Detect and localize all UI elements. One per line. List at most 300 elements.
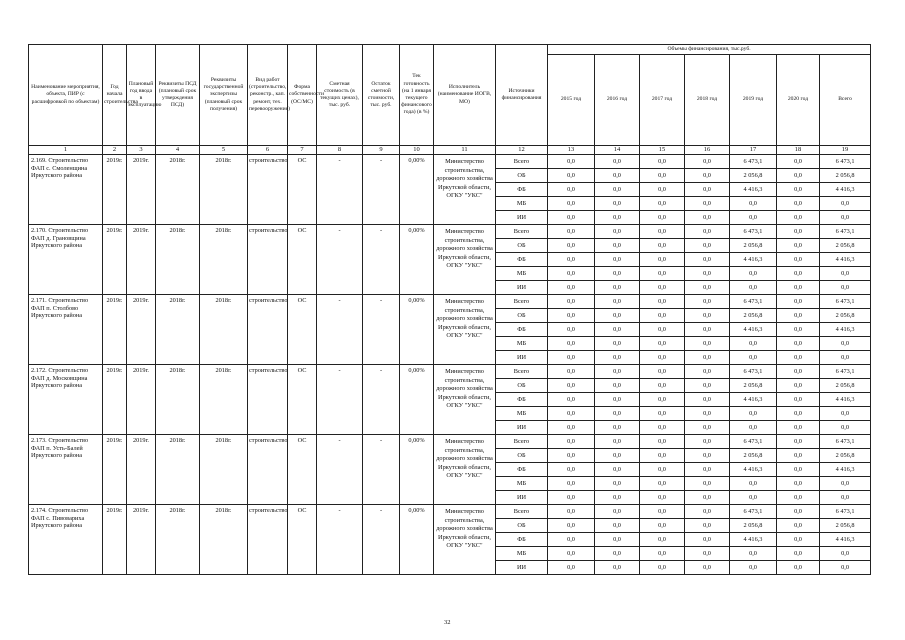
funding-value: 0,0 bbox=[685, 267, 730, 281]
funding-value: 0,0 bbox=[685, 547, 730, 561]
funding-value: 6 473,1 bbox=[730, 435, 777, 449]
funding-value: 4 416,3 bbox=[730, 393, 777, 407]
funding-value: 0,0 bbox=[685, 365, 730, 379]
header-year-2020: 2020 год bbox=[777, 55, 820, 146]
funding-value: 0,0 bbox=[595, 533, 640, 547]
funding-value: 0,0 bbox=[777, 533, 820, 547]
funding-value: 0,0 bbox=[777, 407, 820, 421]
estimated-cost: - bbox=[317, 505, 363, 575]
funding-value: 0,0 bbox=[685, 323, 730, 337]
funding-value: 0,0 bbox=[640, 295, 685, 309]
funding-value: 2 056,8 bbox=[730, 239, 777, 253]
funding-value: 0,0 bbox=[685, 225, 730, 239]
funding-source: Всего bbox=[496, 155, 548, 169]
estimated-cost: - bbox=[317, 225, 363, 295]
funding-value: 0,0 bbox=[595, 183, 640, 197]
funding-source: МБ bbox=[496, 267, 548, 281]
funding-value: 2 056,8 bbox=[730, 449, 777, 463]
funding-value: 0,0 bbox=[640, 407, 685, 421]
funding-value: 0,0 bbox=[640, 379, 685, 393]
funding-value: 0,0 bbox=[640, 463, 685, 477]
funding-value: 0,0 bbox=[685, 491, 730, 505]
project-group bbox=[29, 505, 871, 575]
column-number: 8 bbox=[317, 146, 363, 155]
project-group bbox=[29, 365, 871, 435]
funding-value: 0,0 bbox=[595, 435, 640, 449]
funding-value: 0,0 bbox=[595, 169, 640, 183]
column-number: 4 bbox=[156, 146, 200, 155]
funding-source: ОБ bbox=[496, 239, 548, 253]
funding-value: 0,0 bbox=[777, 561, 820, 575]
psd-date: 2018г. bbox=[156, 295, 200, 365]
readiness-percent: 0,00% bbox=[400, 295, 434, 365]
funding-value: 0,0 bbox=[777, 365, 820, 379]
funding-value: 0,0 bbox=[777, 253, 820, 267]
funding-value: 0,0 bbox=[730, 547, 777, 561]
funding-value: 0,0 bbox=[640, 253, 685, 267]
funding-value: 0,0 bbox=[640, 561, 685, 575]
funding-value: 0,0 bbox=[777, 449, 820, 463]
readiness-percent: 0,00% bbox=[400, 435, 434, 505]
expertise-date: 2018г. bbox=[200, 155, 248, 225]
header-remaining-cost: Остаток сметной стоимости, тыс. руб. bbox=[363, 45, 400, 146]
funding-value: 0,0 bbox=[820, 547, 871, 561]
column-number: 11 bbox=[434, 146, 496, 155]
funding-value: 0,0 bbox=[730, 407, 777, 421]
funding-value: 0,0 bbox=[685, 309, 730, 323]
funding-value: 0,0 bbox=[685, 197, 730, 211]
expertise-date: 2018г. bbox=[200, 295, 248, 365]
commission-year: 2019г. bbox=[127, 505, 156, 575]
column-number: 10 bbox=[400, 146, 434, 155]
funding-value: 6 473,1 bbox=[820, 365, 871, 379]
funding-value: 6 473,1 bbox=[730, 505, 777, 519]
funding-value: 2 056,8 bbox=[730, 519, 777, 533]
funding-value: 0,0 bbox=[548, 351, 595, 365]
column-number: 6 bbox=[248, 146, 288, 155]
header-total: Всего bbox=[820, 55, 871, 146]
ownership-form: ОС bbox=[288, 155, 317, 225]
funding-value: 0,0 bbox=[595, 225, 640, 239]
header-readiness: Тек готовность (на 1 января текущего финансового года) (в %) bbox=[400, 45, 434, 146]
column-number: 12 bbox=[496, 146, 548, 155]
funding-value: 0,0 bbox=[640, 449, 685, 463]
column-number: 7 bbox=[288, 146, 317, 155]
readiness-percent: 0,00% bbox=[400, 155, 434, 225]
executor: Министерство строительства, дорожного хозяйства Иркутской области, ОГКУ "УКС" bbox=[434, 155, 496, 225]
start-year: 2019г. bbox=[103, 295, 127, 365]
remaining-cost: - bbox=[363, 225, 400, 295]
funding-source: ИИ bbox=[496, 351, 548, 365]
column-number: 18 bbox=[777, 146, 820, 155]
column-number: 16 bbox=[685, 146, 730, 155]
header-year-2017: 2017 год bbox=[640, 55, 685, 146]
funding-value: 0,0 bbox=[777, 379, 820, 393]
header-year-2015: 2015 год bbox=[548, 55, 595, 146]
header-year-2019: 2019 год bbox=[730, 55, 777, 146]
funding-value: 0,0 bbox=[548, 407, 595, 421]
estimated-cost: - bbox=[317, 155, 363, 225]
funding-source: ФБ bbox=[496, 533, 548, 547]
funding-value: 0,0 bbox=[777, 281, 820, 295]
header-ownership: Форма собственности (ОС/МС) bbox=[288, 45, 317, 146]
funding-value: 0,0 bbox=[685, 351, 730, 365]
funding-value: 0,0 bbox=[548, 337, 595, 351]
funding-value: 0,0 bbox=[595, 197, 640, 211]
funding-value: 0,0 bbox=[548, 491, 595, 505]
funding-value: 0,0 bbox=[820, 267, 871, 281]
funding-value: 0,0 bbox=[548, 309, 595, 323]
funding-value: 0,0 bbox=[777, 393, 820, 407]
funding-value: 0,0 bbox=[640, 267, 685, 281]
funding-source: ОБ bbox=[496, 449, 548, 463]
remaining-cost: - bbox=[363, 295, 400, 365]
start-year: 2019г. bbox=[103, 505, 127, 575]
funding-value: 0,0 bbox=[777, 351, 820, 365]
psd-date: 2018г. bbox=[156, 435, 200, 505]
funding-value: 0,0 bbox=[640, 351, 685, 365]
funding-value: 0,0 bbox=[595, 281, 640, 295]
funding-source: МБ bbox=[496, 547, 548, 561]
funding-source: ИИ bbox=[496, 491, 548, 505]
funding-value: 6 473,1 bbox=[820, 505, 871, 519]
funding-value: 0,0 bbox=[640, 239, 685, 253]
funding-value: 6 473,1 bbox=[730, 155, 777, 169]
funding-value: 0,0 bbox=[820, 421, 871, 435]
table-row bbox=[29, 225, 871, 239]
funding-value: 0,0 bbox=[640, 183, 685, 197]
table-header bbox=[29, 45, 871, 155]
funding-value: 0,0 bbox=[685, 561, 730, 575]
table-row bbox=[29, 435, 871, 449]
funding-value: 0,0 bbox=[777, 547, 820, 561]
ownership-form: ОС bbox=[288, 225, 317, 295]
funding-value: 0,0 bbox=[548, 519, 595, 533]
funding-source: МБ bbox=[496, 197, 548, 211]
funding-source: МБ bbox=[496, 477, 548, 491]
remaining-cost: - bbox=[363, 435, 400, 505]
funding-value: 4 416,3 bbox=[820, 253, 871, 267]
funding-value: 0,0 bbox=[640, 337, 685, 351]
ownership-form: ОС bbox=[288, 365, 317, 435]
funding-value: 4 416,3 bbox=[730, 323, 777, 337]
funding-value: 0,0 bbox=[777, 211, 820, 225]
funding-value: 0,0 bbox=[548, 323, 595, 337]
column-number: 9 bbox=[363, 146, 400, 155]
project-name: 2.173. Строительство ФАП п. Усть-Балей Иркутского района bbox=[29, 435, 103, 505]
funding-value: 6 473,1 bbox=[820, 155, 871, 169]
funding-source: ОБ bbox=[496, 519, 548, 533]
funding-value: 4 416,3 bbox=[730, 533, 777, 547]
funding-value: 0,0 bbox=[640, 519, 685, 533]
funding-value: 0,0 bbox=[777, 183, 820, 197]
funding-value: 0,0 bbox=[640, 547, 685, 561]
funding-value: 0,0 bbox=[548, 197, 595, 211]
funding-value: 0,0 bbox=[548, 421, 595, 435]
header-estimated-cost: Сметная стоимость (в текущих ценах), тыс. руб. bbox=[317, 45, 363, 146]
funding-source: ОБ bbox=[496, 379, 548, 393]
funding-value: 0,0 bbox=[640, 309, 685, 323]
funding-value: 0,0 bbox=[640, 211, 685, 225]
funding-value: 0,0 bbox=[640, 477, 685, 491]
funding-value: 0,0 bbox=[595, 407, 640, 421]
header-name: Наименование мероприятия, объекта, ПИР (с расшифровкой по объектам) bbox=[29, 45, 103, 146]
funding-value: 2 056,8 bbox=[820, 309, 871, 323]
readiness-percent: 0,00% bbox=[400, 225, 434, 295]
funding-value: 0,0 bbox=[685, 519, 730, 533]
funding-value: 0,0 bbox=[685, 533, 730, 547]
funding-value: 0,0 bbox=[595, 267, 640, 281]
funding-value: 0,0 bbox=[595, 365, 640, 379]
header-start-year: Год начала строительства bbox=[103, 45, 127, 146]
funding-value: 0,0 bbox=[685, 239, 730, 253]
funding-value: 0,0 bbox=[820, 211, 871, 225]
funding-value: 0,0 bbox=[595, 155, 640, 169]
funding-value: 0,0 bbox=[777, 463, 820, 477]
funding-value: 0,0 bbox=[595, 449, 640, 463]
funding-value: 0,0 bbox=[730, 281, 777, 295]
work-type: строительство bbox=[248, 155, 288, 225]
funding-value: 0,0 bbox=[730, 421, 777, 435]
ownership-form: ОС bbox=[288, 435, 317, 505]
funding-value: 0,0 bbox=[548, 253, 595, 267]
funding-value: 4 416,3 bbox=[820, 323, 871, 337]
table-row bbox=[29, 505, 871, 519]
column-number: 1 bbox=[29, 146, 103, 155]
funding-value: 0,0 bbox=[548, 533, 595, 547]
start-year: 2019г. bbox=[103, 155, 127, 225]
funding-value: 0,0 bbox=[685, 379, 730, 393]
funding-value: 2 056,8 bbox=[730, 309, 777, 323]
funding-value: 0,0 bbox=[730, 267, 777, 281]
funding-source: Всего bbox=[496, 505, 548, 519]
funding-value: 6 473,1 bbox=[730, 365, 777, 379]
funding-value: 0,0 bbox=[777, 337, 820, 351]
funding-value: 0,0 bbox=[685, 421, 730, 435]
funding-value: 0,0 bbox=[595, 379, 640, 393]
column-number: 3 bbox=[127, 146, 156, 155]
funding-source: ИИ bbox=[496, 421, 548, 435]
funding-value: 0,0 bbox=[595, 309, 640, 323]
table-row bbox=[29, 295, 871, 309]
funding-value: 0,0 bbox=[685, 477, 730, 491]
header-commission-year: Плановый год ввода в эксплуатацию bbox=[127, 45, 156, 146]
funding-value: 0,0 bbox=[595, 547, 640, 561]
funding-value: 4 416,3 bbox=[730, 463, 777, 477]
project-name: 2.172. Строительство ФАП д. Московщина Иркутского района bbox=[29, 365, 103, 435]
funding-value: 6 473,1 bbox=[730, 225, 777, 239]
funding-value: 0,0 bbox=[548, 449, 595, 463]
start-year: 2019г. bbox=[103, 225, 127, 295]
funding-value: 4 416,3 bbox=[820, 533, 871, 547]
funding-value: 0,0 bbox=[820, 561, 871, 575]
funding-value: 0,0 bbox=[595, 393, 640, 407]
funding-value: 0,0 bbox=[548, 435, 595, 449]
funding-source: Всего bbox=[496, 225, 548, 239]
commission-year: 2019г. bbox=[127, 225, 156, 295]
ownership-form: ОС bbox=[288, 505, 317, 575]
funding-value: 0,0 bbox=[548, 295, 595, 309]
funding-value: 0,0 bbox=[777, 295, 820, 309]
funding-value: 2 056,8 bbox=[730, 169, 777, 183]
column-number: 2 bbox=[103, 146, 127, 155]
funding-value: 0,0 bbox=[548, 211, 595, 225]
commission-year: 2019г. bbox=[127, 295, 156, 365]
remaining-cost: - bbox=[363, 155, 400, 225]
funding-value: 2 056,8 bbox=[820, 519, 871, 533]
financing-table bbox=[28, 44, 871, 575]
start-year: 2019г. bbox=[103, 435, 127, 505]
funding-value: 0,0 bbox=[685, 505, 730, 519]
funding-value: 0,0 bbox=[730, 477, 777, 491]
expertise-date: 2018г. bbox=[200, 435, 248, 505]
header-executor: Исполнитель (наименование ИОГВ, МО) bbox=[434, 45, 496, 146]
funding-value: 0,0 bbox=[595, 337, 640, 351]
funding-value: 0,0 bbox=[730, 211, 777, 225]
funding-value: 0,0 bbox=[820, 477, 871, 491]
funding-value: 0,0 bbox=[595, 519, 640, 533]
header-year-2018: 2018 год bbox=[685, 55, 730, 146]
column-number: 13 bbox=[548, 146, 595, 155]
table-row bbox=[29, 365, 871, 379]
funding-value: 0,0 bbox=[595, 239, 640, 253]
funding-value: 0,0 bbox=[777, 267, 820, 281]
header-expertise: Реквизиты государственной экспертизы (плановый срок получения) bbox=[200, 45, 248, 146]
funding-source: ОБ bbox=[496, 309, 548, 323]
psd-date: 2018г. bbox=[156, 365, 200, 435]
funding-value: 0,0 bbox=[777, 309, 820, 323]
funding-value: 0,0 bbox=[548, 183, 595, 197]
funding-value: 0,0 bbox=[777, 477, 820, 491]
work-type: строительство bbox=[248, 295, 288, 365]
work-type: строительство bbox=[248, 435, 288, 505]
funding-source: Всего bbox=[496, 435, 548, 449]
funding-source: ОБ bbox=[496, 169, 548, 183]
funding-value: 0,0 bbox=[640, 169, 685, 183]
funding-value: 0,0 bbox=[685, 435, 730, 449]
funding-source: Всего bbox=[496, 295, 548, 309]
funding-value: 0,0 bbox=[685, 169, 730, 183]
executor: Министерство строительства, дорожного хозяйства Иркутской области, ОГКУ "УКС" bbox=[434, 225, 496, 295]
funding-value: 0,0 bbox=[548, 477, 595, 491]
funding-value: 6 473,1 bbox=[820, 295, 871, 309]
funding-source: МБ bbox=[496, 337, 548, 351]
funding-value: 0,0 bbox=[730, 337, 777, 351]
funding-value: 0,0 bbox=[777, 505, 820, 519]
funding-value: 4 416,3 bbox=[820, 463, 871, 477]
funding-value: 4 416,3 bbox=[820, 393, 871, 407]
funding-value: 0,0 bbox=[595, 421, 640, 435]
funding-source: ИИ bbox=[496, 561, 548, 575]
funding-value: 2 056,8 bbox=[820, 379, 871, 393]
funding-value: 0,0 bbox=[685, 295, 730, 309]
funding-value: 0,0 bbox=[730, 197, 777, 211]
funding-source: ФБ bbox=[496, 393, 548, 407]
expertise-date: 2018г. bbox=[200, 365, 248, 435]
remaining-cost: - bbox=[363, 505, 400, 575]
funding-value: 6 473,1 bbox=[820, 225, 871, 239]
funding-value: 0,0 bbox=[685, 407, 730, 421]
funding-value: 0,0 bbox=[595, 561, 640, 575]
funding-source: ИИ bbox=[496, 281, 548, 295]
funding-source: ФБ bbox=[496, 253, 548, 267]
funding-value: 2 056,8 bbox=[820, 169, 871, 183]
estimated-cost: - bbox=[317, 295, 363, 365]
funding-value: 0,0 bbox=[777, 491, 820, 505]
funding-value: 0,0 bbox=[548, 379, 595, 393]
funding-value: 0,0 bbox=[640, 491, 685, 505]
funding-value: 0,0 bbox=[548, 365, 595, 379]
funding-source: ИИ bbox=[496, 211, 548, 225]
project-group bbox=[29, 295, 871, 365]
column-number: 15 bbox=[640, 146, 685, 155]
funding-value: 6 473,1 bbox=[730, 295, 777, 309]
funding-value: 2 056,8 bbox=[820, 449, 871, 463]
funding-value: 0,0 bbox=[595, 477, 640, 491]
document-page bbox=[28, 44, 870, 575]
executor: Министерство строительства, дорожного хозяйства Иркутской области, ОГКУ "УКС" bbox=[434, 295, 496, 365]
page-number: 32 bbox=[444, 619, 451, 626]
funding-value: 4 416,3 bbox=[730, 183, 777, 197]
table-row bbox=[29, 155, 871, 169]
funding-source: ФБ bbox=[496, 323, 548, 337]
start-year: 2019г. bbox=[103, 365, 127, 435]
funding-value: 2 056,8 bbox=[730, 379, 777, 393]
psd-date: 2018г. bbox=[156, 505, 200, 575]
project-group bbox=[29, 225, 871, 295]
funding-value: 0,0 bbox=[640, 435, 685, 449]
funding-value: 0,0 bbox=[548, 281, 595, 295]
funding-value: 0,0 bbox=[820, 351, 871, 365]
funding-value: 0,0 bbox=[640, 323, 685, 337]
project-name: 2.174. Строительство ФАП с. Пивовариха Иркутского района bbox=[29, 505, 103, 575]
project-name: 2.169. Строительство ФАП с. Смоленщина Иркутского района bbox=[29, 155, 103, 225]
funding-value: 0,0 bbox=[548, 155, 595, 169]
funding-value: 0,0 bbox=[595, 253, 640, 267]
funding-value: 0,0 bbox=[777, 169, 820, 183]
funding-value: 0,0 bbox=[595, 295, 640, 309]
funding-value: 0,0 bbox=[685, 463, 730, 477]
project-name: 2.171. Строительство ФАП п. Столбово Иркутского района bbox=[29, 295, 103, 365]
commission-year: 2019г. bbox=[127, 365, 156, 435]
funding-value: 0,0 bbox=[685, 393, 730, 407]
readiness-percent: 0,00% bbox=[400, 365, 434, 435]
header-psd: Реквизиты ПСД (плановый срок утверждения ПСД) bbox=[156, 45, 200, 146]
column-number: 19 bbox=[820, 146, 871, 155]
funding-value: 4 416,3 bbox=[820, 183, 871, 197]
funding-value: 0,0 bbox=[777, 155, 820, 169]
project-group bbox=[29, 435, 871, 505]
work-type: строительство bbox=[248, 365, 288, 435]
funding-value: 0,0 bbox=[820, 281, 871, 295]
funding-value: 0,0 bbox=[595, 491, 640, 505]
expertise-date: 2018г. bbox=[200, 225, 248, 295]
executor: Министерство строительства, дорожного хозяйства Иркутской области, ОГКУ "УКС" bbox=[434, 435, 496, 505]
remaining-cost: - bbox=[363, 365, 400, 435]
funding-value: 0,0 bbox=[595, 211, 640, 225]
funding-value: 2 056,8 bbox=[820, 239, 871, 253]
work-type: строительство bbox=[248, 505, 288, 575]
funding-value: 0,0 bbox=[730, 561, 777, 575]
funding-value: 0,0 bbox=[548, 225, 595, 239]
estimated-cost: - bbox=[317, 365, 363, 435]
funding-value: 0,0 bbox=[730, 351, 777, 365]
funding-value: 0,0 bbox=[548, 239, 595, 253]
header-funding-volumes: Объемы финансирования, тыс.руб. bbox=[548, 45, 871, 55]
work-type: строительство bbox=[248, 225, 288, 295]
funding-value: 0,0 bbox=[685, 211, 730, 225]
funding-value: 0,0 bbox=[685, 183, 730, 197]
